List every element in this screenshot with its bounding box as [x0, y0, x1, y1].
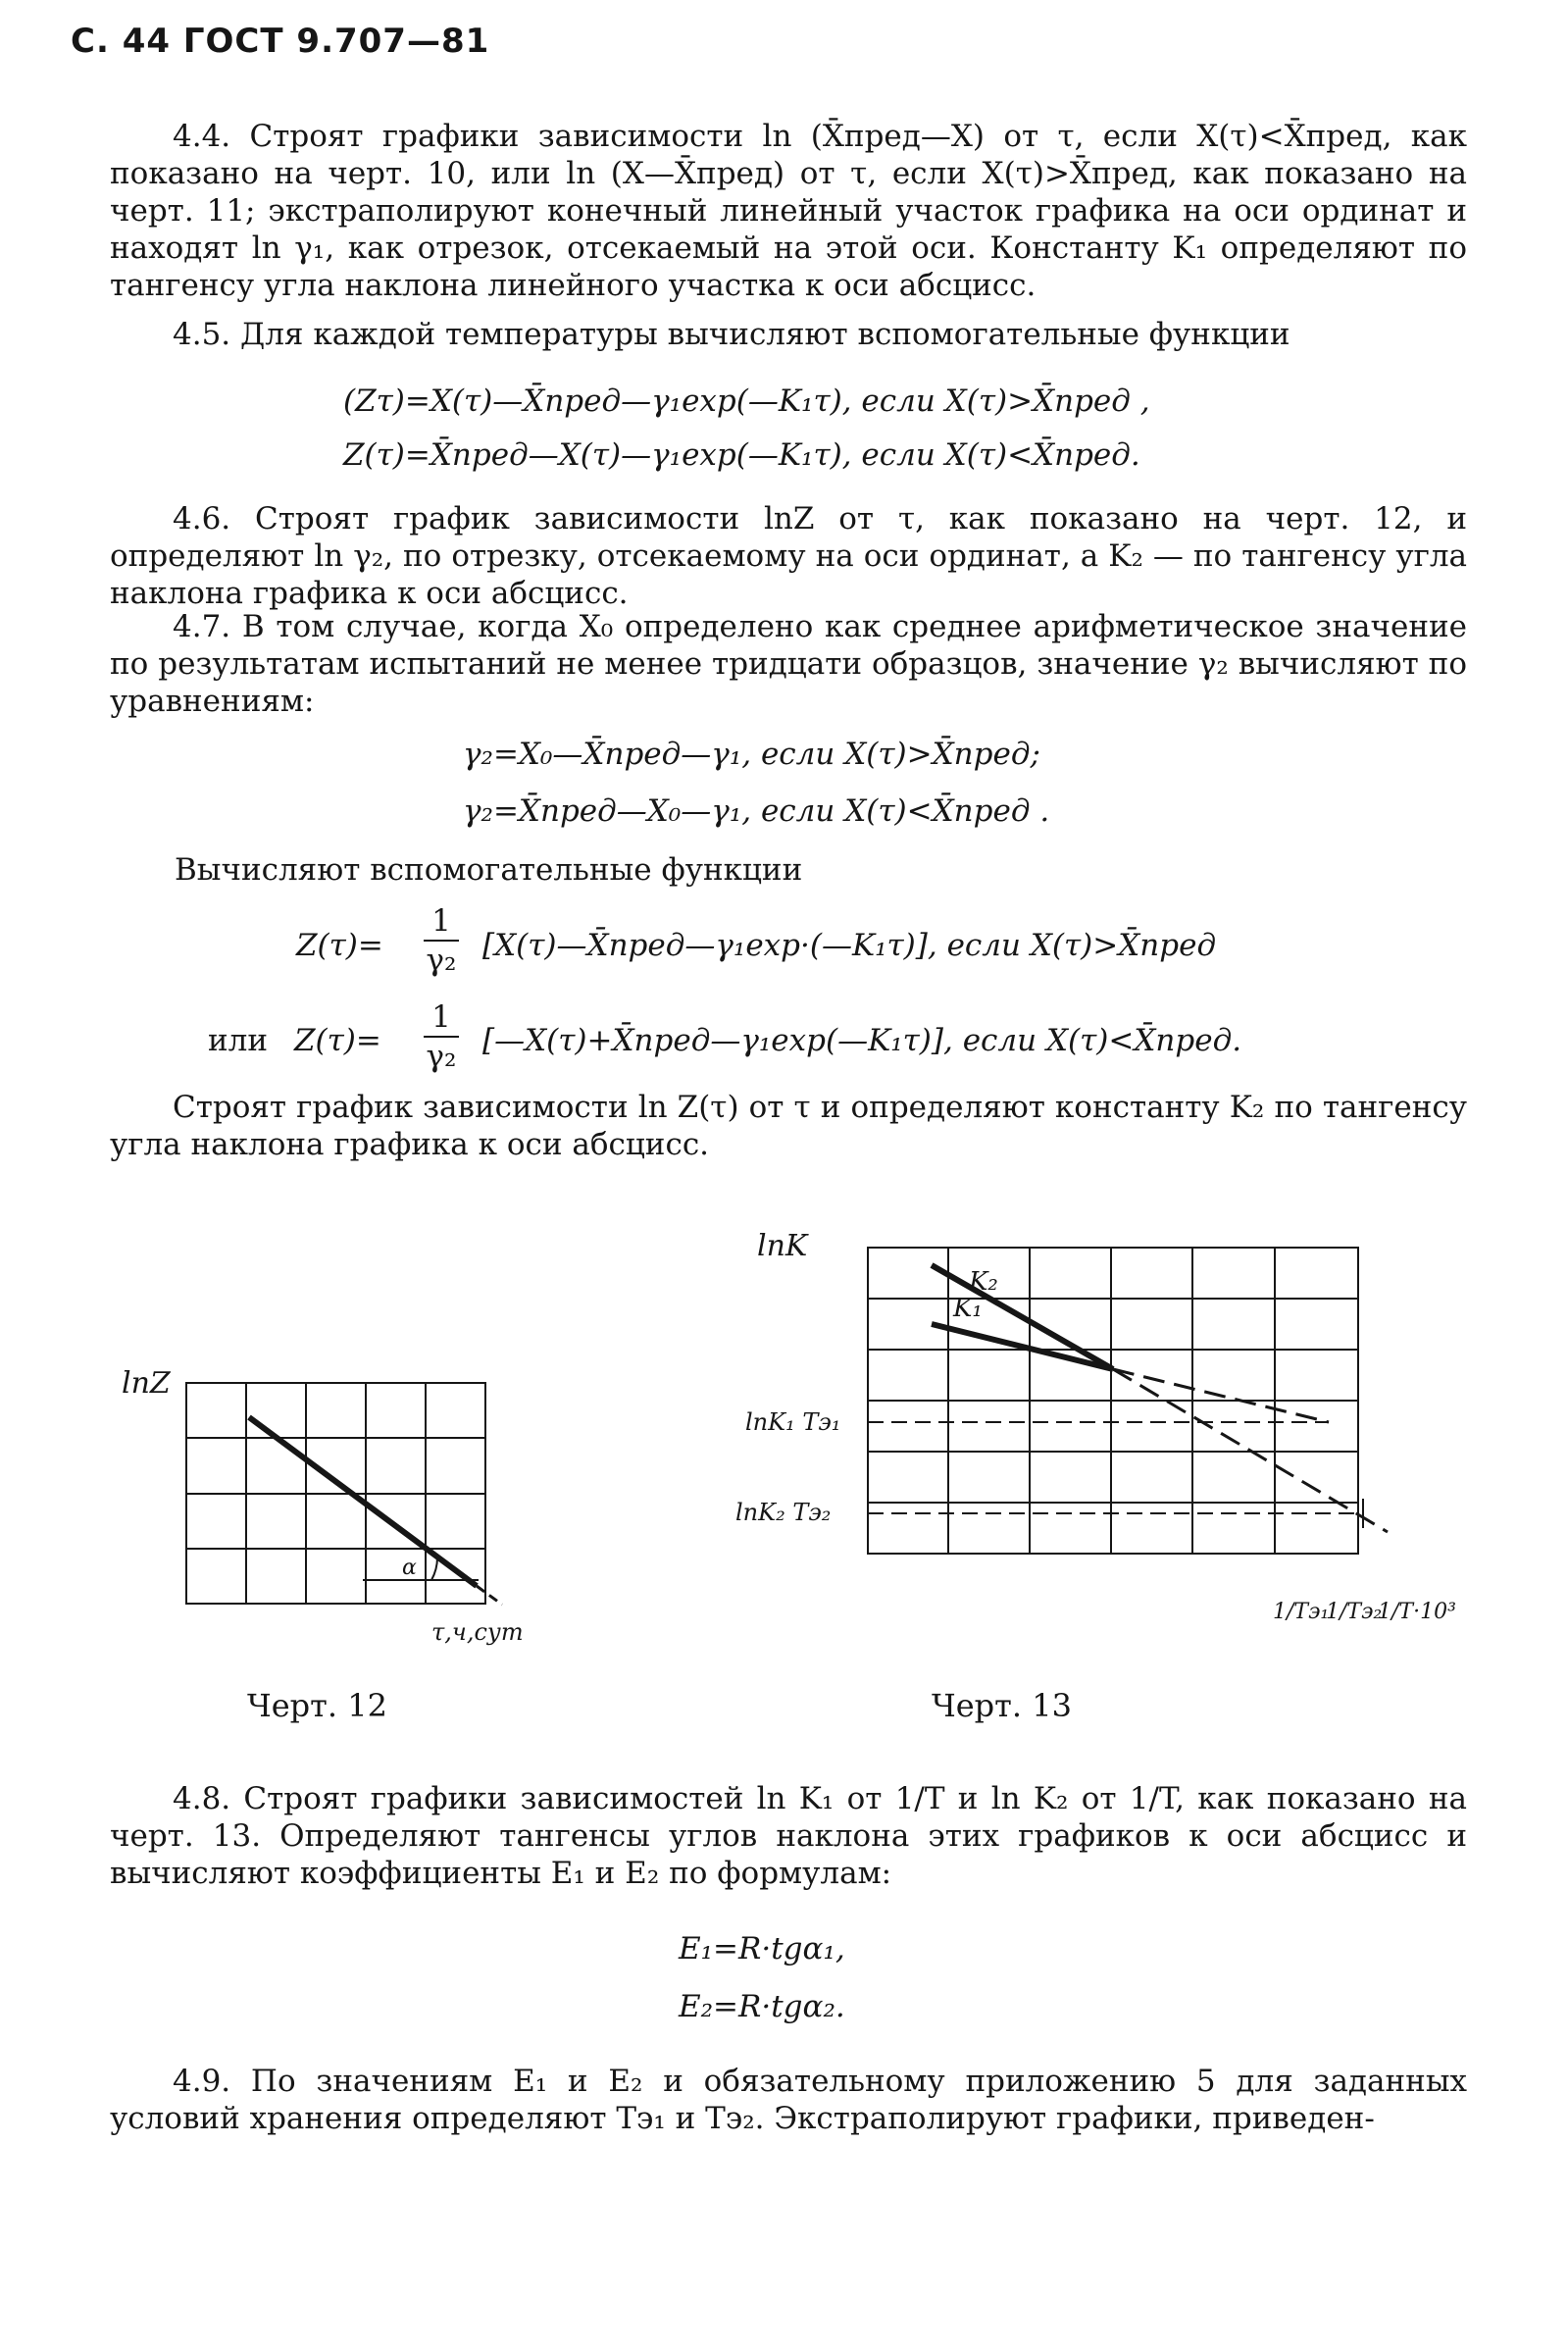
fraction-1-numerator: 1	[431, 903, 451, 939]
paragraph-build-graph: Строят график зависимости ln Z(τ) от τ и определяют константу K₂ по тангенсу угла наклона графика к оси абсцисс.	[110, 1090, 1467, 1162]
equation-gamma2-less: γ₂=X̄пред—X₀—γ₁, если X(τ)<X̄пред .	[463, 793, 1050, 829]
figure-13-xlabel: 1/T·10³	[1378, 1600, 1456, 1624]
equation-fraction-1-left: Z(τ)=	[296, 928, 383, 963]
paragraph-4-8: 4.8. Строят графики зависимостей ln K₁ от 1/T и ln K₂ от 1/T, как показано на черт. 13. Определяют тангенсы углов наклона этих графиков к оси абсцисс и вычисляют коэффициенты E₁ и E₂ по формулам:	[110, 1781, 1467, 1891]
figure-13-tick-k2: lnK₂ Tэ₂	[735, 1499, 832, 1526]
fraction-1	[422, 902, 461, 979]
equation-z-less: Z(τ)=X̄пред—X(τ)—γ₁exp(—K₁τ), если X(τ)<X̄пред.	[343, 437, 1140, 473]
figure-13-tick-k1: lnK₁ Tэ₁	[745, 1408, 841, 1436]
equation-gamma2-greater: γ₂=X₀—X̄пред—γ₁, если X(τ)>X̄пред;	[463, 737, 1040, 772]
figure-12-angle-arc	[431, 1557, 437, 1580]
figure-13-ylabel: lnK	[757, 1229, 808, 1263]
figure-12-grid	[186, 1383, 485, 1604]
figure-12-ylabel: lnZ	[122, 1366, 171, 1401]
paragraph-4-4: 4.4. Строят графики зависимости ln (X̄пред—X) от τ, если X(τ)<X̄пред, как показано на черт. 10, или ln (X—X̄пред) от τ, если X(τ)>X̄пред, как показано на черт. 11; экстраполируют конечный линейный участок графика на оси ординат и находят ln γ₁, как отрезок, отсекаемый на этой оси. Константу K₁ определяют по тангенсу угла наклона линейного участка к оси абсцисс.	[110, 119, 1467, 303]
equation-fraction-2-right: [—X(τ)+X̄пред—γ₁exp(—K₁τ)], если X(τ)<X̄пред.	[482, 1023, 1242, 1058]
equation-e1: E₁=R·tgα₁,	[679, 1931, 845, 1966]
figure-13-line-k1-extension	[1113, 1369, 1329, 1422]
figure-12-line	[249, 1417, 477, 1586]
figure-13-label-k1: K₁	[953, 1294, 983, 1323]
figure-13	[726, 1226, 1491, 1667]
figure-12	[108, 1353, 569, 1658]
figure-13-line-k1	[932, 1324, 1113, 1369]
paragraph-4-9: 4.9. По значениям E₁ и E₂ и обязательному приложению 5 для заданных условий хранения определяют Tэ₁ и Tэ₂. Экстраполируют графики, приведен-	[110, 2064, 1467, 2136]
equation-fraction-2-left: Z(τ)=	[294, 1023, 381, 1058]
figure-13-grid	[868, 1248, 1358, 1554]
page-header: С. 44 ГОСТ 9.707—81	[71, 22, 490, 61]
equation-fraction-1-right: [X(τ)—X̄пред—γ₁exp·(—K₁τ)], если X(τ)>X̄пред	[482, 928, 1217, 963]
fraction-2-numerator: 1	[431, 999, 451, 1035]
figure-13-label-k2: K₂	[969, 1267, 998, 1297]
equation-or-prefix: или	[208, 1023, 269, 1058]
figure-12-caption: Черт. 12	[247, 1687, 387, 1724]
paragraph-4-6: 4.6. Строят график зависимости lnZ от τ, как показано на черт. 12, и определяют ln γ₂, по отрезку, отсекаемому на оси ординат, а K₂ — по тангенсу угла наклона графика к оси абсцисс.	[110, 501, 1467, 611]
fraction-2	[422, 998, 461, 1075]
aux-functions-heading: Вычисляют вспомогательные функции	[175, 852, 803, 888]
figure-12-angle-label: α	[402, 1556, 417, 1580]
figure-12-line-extension	[477, 1586, 502, 1605]
figure-13-caption: Черт. 13	[932, 1687, 1072, 1724]
figure-13-xtick-2: 1/Tэ₂	[1326, 1600, 1383, 1624]
paragraph-4-7: 4.7. В том случае, когда X₀ определено как среднее арифметическое значение по результатам испытаний не менее тридцати образцов, значение γ₂ вычисляют по уравнениям:	[110, 609, 1467, 719]
figure-12-xlabel: τ,ч,сут	[431, 1618, 524, 1646]
fraction-2-denominator: γ₂	[426, 1039, 457, 1074]
equation-z-greater: (Zτ)=X(τ)—X̄пред—γ₁exp(—K₁τ), если X(τ)>X̄пред ,	[343, 383, 1150, 419]
figure-13-xtick-1: 1/Tэ₁	[1273, 1600, 1330, 1624]
equation-e2: E₂=R·tgα₂.	[679, 1989, 845, 2024]
paragraph-4-5: 4.5. Для каждой температуры вычисляют вспомогательные функции	[173, 317, 1290, 352]
fraction-1-denominator: γ₂	[426, 943, 457, 978]
